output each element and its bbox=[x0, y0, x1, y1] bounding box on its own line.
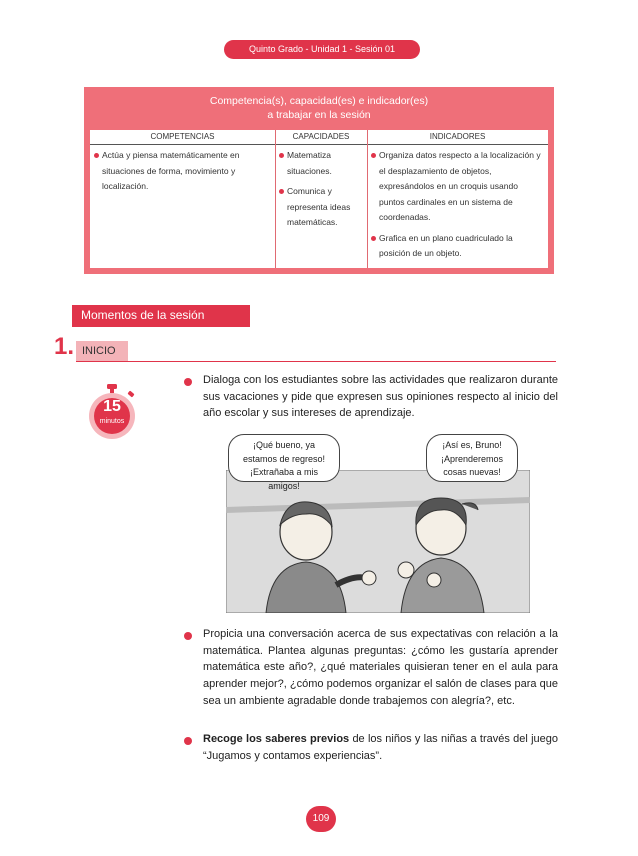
inicio-underline bbox=[76, 361, 556, 362]
momentos-heading: Momentos de la sesión bbox=[72, 305, 250, 325]
competencias-box bbox=[84, 87, 554, 274]
header-competencias: COMPETENCIAS bbox=[90, 130, 275, 145]
competencia-item: Actúa y piensa matemáticamente en situaciones de forma, movimiento y localización. bbox=[94, 148, 272, 195]
competencias-table bbox=[90, 130, 548, 268]
indicadores-column bbox=[371, 148, 545, 267]
capacidad-item: Comunica y representa ideas matemáticas. bbox=[279, 184, 365, 231]
header-capacidades: CAPACIDADES bbox=[275, 130, 367, 145]
competencias-title-line1: Competencia(s), capacidad(es) e indicador(es) bbox=[209, 95, 429, 107]
page-number: 109 bbox=[306, 806, 336, 832]
section-number: 1. bbox=[54, 333, 75, 360]
capacidad-item: Matematiza situaciones. bbox=[279, 148, 365, 179]
header-title: Quinto Grado - Unidad 1 - Sesión 01 bbox=[224, 40, 420, 59]
column-divider bbox=[367, 130, 368, 268]
bullet-dot bbox=[184, 632, 192, 640]
timer-value: 15 bbox=[103, 398, 121, 415]
inicio-heading: INICIO bbox=[76, 341, 128, 361]
competencias-title-line2: a trabajar en la sesión bbox=[267, 109, 371, 121]
capacidades-column bbox=[279, 148, 365, 236]
timer-unit: minutos bbox=[99, 418, 125, 425]
column-divider bbox=[275, 130, 276, 268]
indicador-item: Organiza datos respecto a la localización y el desplazamiento de objetos, expresándolos en un croquis usando puntos cardinales en un sistema de coordenadas. bbox=[371, 148, 545, 226]
paragraph-recoge bbox=[203, 731, 558, 764]
recoge-bold: Recoge los saberes previos bbox=[203, 733, 350, 745]
paragraph-propicia: Propicia una conversación acerca de sus expectativas con relación a la matemática. Plantea algunas preguntas: ¿cómo les gustaría aprender matemática este año?, ¿qué materiales quisieran tener en el aula para aprender mejor?, ¿cómo podemos organizar el salón de clases para que sea un ambiente agradable donde trabajemos con alegría?, etc. bbox=[203, 628, 558, 707]
competencias-column bbox=[94, 148, 272, 200]
momentos-underline bbox=[72, 325, 250, 327]
header-indicadores: INDICADORES bbox=[367, 130, 548, 145]
indicador-item: Grafica en un plano cuadriculado la posición de un objeto. bbox=[371, 231, 545, 262]
speech-bubble-right-text: ¡Así es, Bruno! ¡Aprenderemos cosas nuevas! bbox=[440, 440, 504, 477]
speech-bubble-right bbox=[426, 434, 518, 482]
speech-bubble-left-text: ¡Qué bueno, ya estamos de regreso! ¡Extrañaba a mis amigos! bbox=[242, 440, 326, 491]
paragraph-dialoga: Dialoga con los estudiantes sobre las actividades que realizaron durante sus vacaciones y pide que expresen sus opiniones respecto al inicio del año escolar y sus intereses de aprendizaje. bbox=[203, 374, 558, 420]
bullet-dot bbox=[184, 378, 192, 386]
recoge-rest: de los niños y las niñas a través del juego “Jugamos y contamos experiencias”. bbox=[203, 733, 559, 762]
bullet-dot bbox=[184, 737, 192, 745]
competencias-title bbox=[84, 94, 554, 122]
speech-bubble-left bbox=[228, 434, 340, 491]
